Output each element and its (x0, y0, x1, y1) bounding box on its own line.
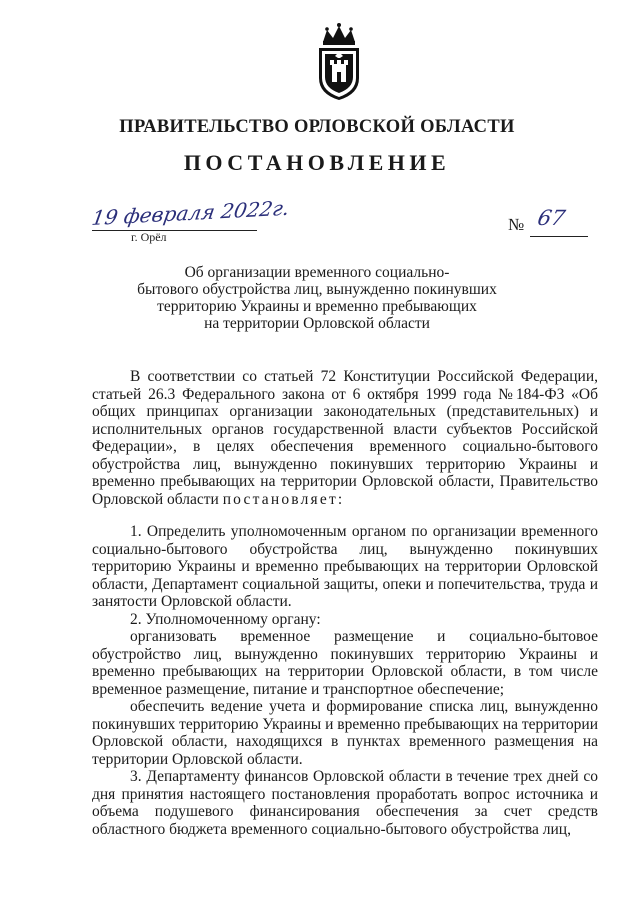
document-type: ПОСТАНОВЛЕНИЕ (183, 150, 451, 175)
item-2a: организовать временное размещение и социально-бытовое обустройство лиц, вынужденно покинувших территорию Украины и временно пребывающих на территории Орловской области, в том числе временное размещение, питание и транспортное обеспечение; (92, 628, 598, 698)
handwritten-date: 19 февраля 2022г. (90, 195, 292, 230)
subject-line: на территории Орловской области (204, 315, 430, 332)
preamble-paragraph (92, 368, 598, 508)
item-2: 2. Уполномоченному органу: (130, 610, 321, 628)
document-subject (0, 264, 634, 332)
number-underline (530, 236, 588, 237)
number-label: № (508, 215, 525, 234)
subject-line: бытового обустройства лиц, вынужденно покинувших (137, 281, 497, 298)
date-underline (92, 230, 257, 231)
item-2b: обеспечить ведение учета и формирование списка лиц, вынужденно покинувших территорию Украины и временно пребывающих на территории Орловской области, находящихся в пунктах временного размещения на территории Орловской области. (92, 698, 598, 768)
preamble-text: В соответствии со статьей 72 Конституции Российской Федерации, статьей 26.3 Федерального закона от 6 октября 1999 года №184-ФЗ «Об общих принципах организации законодательных (представительных) и исполнительных органов государственной власти субъектов Российской Федерации», в целях обеспечения временного социально-бытового обустройства лиц, вынужденно покинувших территорию Украины и временно пребывающих на территории Орловской области, Правительство Орловской области (92, 368, 598, 508)
government-name: ПРАВИТЕЛЬСТВО ОРЛОВСКОЙ ОБЛАСТИ (119, 117, 515, 137)
decree-word: постановляет: (222, 490, 345, 508)
handwritten-number: 67 (535, 206, 568, 230)
subject-line: Об организации временного социально- (184, 264, 450, 281)
subject-line: территорию Украины и временно пребывающих (157, 298, 477, 315)
city-label: г. Орёл (131, 230, 167, 244)
decree-items (92, 523, 598, 838)
coat-of-arms-emblem (313, 22, 365, 102)
preamble-block (92, 368, 598, 508)
item-1: 1. Определить уполномоченным органом по организации временного социально-бытового обустройства лиц, вынужденно покинувших территорию Украины и временно пребывающих на территории Орловской области, Департамент социальной защиты, опеки и попечительства, труда и занятости Орловской области. (92, 523, 598, 610)
item-3: 3. Департаменту финансов Орловской области в течение трех дней со дня принятия настоящего постановления проработать вопрос источника и объема подушевого финансирования обеспечения за счет средств областного бюджета временного социально-бытового обустройства лиц, (92, 768, 598, 838)
